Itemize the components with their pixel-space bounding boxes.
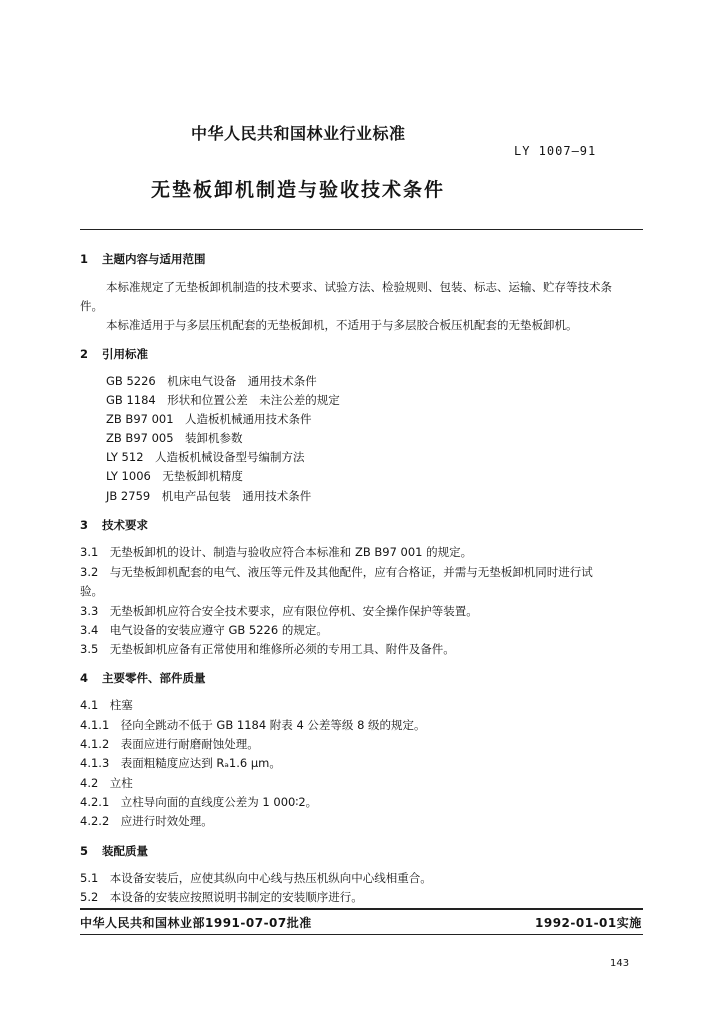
- section-2-heading: [80, 346, 148, 362]
- header-divider: [80, 229, 643, 230]
- paragraph: 本标准适用于与多层压机配套的无垫板卸机，不适用于与多层胶合板压机配套的无垫板卸机。: [106, 318, 578, 332]
- reference-item: GB 5226 机床电气设备 通用技术条件: [106, 374, 317, 388]
- approval-date: 中华人民共和国林业部1991-07-07批准: [80, 916, 312, 930]
- clause-item: 3.5 无垫板卸机应备有正常使用和维修所必须的专用工具、附件及备件。: [80, 642, 455, 656]
- page-number: 143: [610, 958, 630, 969]
- section-5-heading: [80, 843, 148, 859]
- section-4-heading: [80, 670, 206, 686]
- clause-item: 4.2 立柱: [80, 776, 133, 790]
- section-number: 4: [80, 671, 89, 685]
- paragraph: 本标准规定了无垫板卸机制造的技术要求、试验方法、检验规则、包装、标志、运输、贮存等技术条: [106, 280, 612, 294]
- footer-bottom-divider: [80, 934, 643, 935]
- clause-item: 4.1.1 径向全跳动不低于 GB 1184 附表 4 公差等级 8 级的规定。: [80, 718, 426, 732]
- section-number: 1: [80, 252, 89, 266]
- clause-item: 3.3 无垫板卸机应符合安全技术要求，应有限位停机、安全操作保护等装置。: [80, 604, 478, 618]
- clause-item: 4.2.1 立柱导向面的直线度公差为 1 000∶2。: [80, 795, 318, 809]
- reference-item: ZB B97 001 人造板机械通用技术条件: [106, 412, 312, 426]
- section-title: 主要零件、部件质量: [102, 671, 206, 685]
- reference-item: LY 512 人造板机械设备型号编制方法: [106, 450, 305, 464]
- clause-item: 验。: [80, 584, 103, 598]
- clause-item: 4.1 柱塞: [80, 698, 133, 712]
- section-title: 引用标准: [102, 347, 148, 361]
- section-number: 5: [80, 844, 89, 858]
- clause-item: 5.2 本设备的安装应按照说明书制定的安装顺序进行。: [80, 890, 363, 904]
- clause-item: 5.1 本设备安装后，应使其纵向中心线与热压机纵向中心线相重合。: [80, 871, 432, 885]
- section-number: 2: [80, 347, 89, 361]
- clause-item: 3.4 电气设备的安装应遵守 GB 5226 的规定。: [80, 623, 328, 637]
- standard-code: LY 1007—91: [514, 144, 597, 158]
- clause-item: 4.2.2 应进行时效处理。: [80, 814, 213, 828]
- paragraph: 件。: [80, 299, 103, 313]
- section-title: 技术要求: [102, 518, 148, 532]
- reference-item: JB 2759 机电产品包装 通用技术条件: [106, 489, 312, 503]
- issuing-agency: 中华人民共和国林业行业标准: [191, 124, 406, 143]
- page-title: 无垫板卸机制造与验收技术条件: [151, 179, 446, 201]
- effective-date: 1992-01-01实施: [535, 916, 642, 930]
- reference-item: ZB B97 005 装卸机参数: [106, 431, 243, 445]
- clause-item: 4.1.3 表面粗糙度应达到 Rₐ1.6 μm。: [80, 756, 281, 770]
- section-title: 主题内容与适用范围: [102, 252, 206, 266]
- reference-item: GB 1184 形状和位置公差 未注公差的规定: [106, 393, 340, 407]
- section-3-heading: [80, 517, 148, 533]
- clause-item: 4.1.2 表面应进行耐磨耐蚀处理。: [80, 737, 259, 751]
- section-number: 3: [80, 518, 89, 532]
- section-1-heading: [80, 251, 206, 267]
- footer-divider: [80, 908, 643, 910]
- reference-item: LY 1006 无垫板卸机精度: [106, 469, 243, 483]
- section-title: 装配质量: [102, 844, 148, 858]
- clause-item: 3.1 无垫板卸机的设计、制造与验收应符合本标准和 ZB B97 001 的规定。: [80, 545, 473, 559]
- clause-item: 3.2 与无垫板卸机配套的电气、液压等元件及其他配件，应有合格证，并需与无垫板卸机同时进行试: [80, 565, 593, 579]
